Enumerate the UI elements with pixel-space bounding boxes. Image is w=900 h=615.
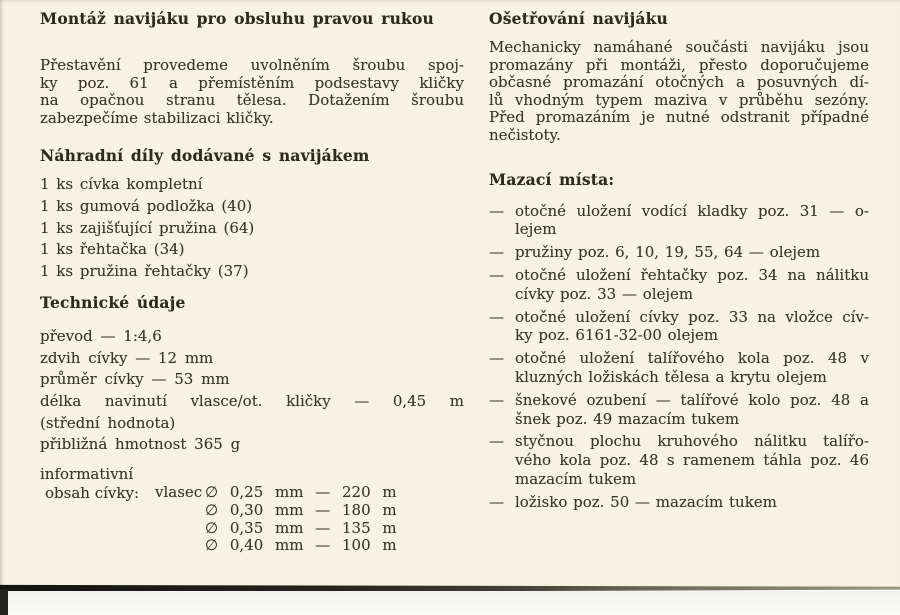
spec-line: zdvih cívky — 12 mm xyxy=(40,348,214,367)
item-line: otočné uložení talířového kola poz. 48 v xyxy=(515,349,869,368)
paragraph-line: Přestavění provedeme uvolněním šroubu spoj- xyxy=(40,56,464,74)
line-type-label: vlasec xyxy=(155,482,203,501)
item-line: šnek poz. 49 mazacím tukem xyxy=(515,409,740,428)
technical-specs-list xyxy=(40,326,464,456)
paragraph-line: nečistoty. xyxy=(489,125,561,144)
list-item xyxy=(489,391,869,429)
paragraph-line: ky poz. 61 a přemístěním podsestavy kličky xyxy=(40,73,464,92)
spec-line: převod — 1:4,6 xyxy=(40,326,162,345)
item-line: šnekové ozubení — talířové kolo poz. 48 a xyxy=(515,390,869,409)
item-line: kluzných ložiskách tělesa a krytu olejem xyxy=(515,367,827,386)
dash-bullet: — xyxy=(489,307,504,326)
left-column xyxy=(40,9,464,555)
page-corner-shadow xyxy=(0,589,8,615)
spare-parts-list xyxy=(40,174,464,283)
heading-technical-data: Technické údaje xyxy=(40,292,186,312)
dash-bullet: — xyxy=(489,243,504,262)
list-item: 1 ks pružina řehtačky (37) xyxy=(40,262,249,281)
item-line: styčnou plochu kruhového nálitku talířo- xyxy=(515,432,869,451)
lubrication-points-list xyxy=(489,202,869,512)
spool-row: ∅ 0,35 mm — 135 m xyxy=(205,518,397,537)
list-item xyxy=(489,266,869,304)
list-item: 1 ks cívka kompletní xyxy=(40,175,203,194)
item-line: ky poz. 6161-32-00 olejem xyxy=(515,326,719,345)
list-item xyxy=(489,432,869,488)
list-item: 1 ks řehtačka (34) xyxy=(40,240,185,259)
paragraph-care xyxy=(489,39,869,145)
heading-assembly: Montáž navijáku pro obsluhu pravou rukou xyxy=(40,9,435,28)
spec-line: přibližná hmotnost 365 g xyxy=(40,435,241,454)
list-item xyxy=(489,349,869,387)
heading-care: Ošetřování navijáku xyxy=(489,9,669,28)
dash-bullet: — xyxy=(489,349,504,368)
spool-row: ∅ 0,30 mm — 180 m xyxy=(205,500,397,519)
paragraph-line: na opačnou stranu tělesa. Dotažením šroubu xyxy=(40,91,464,110)
spool-capacity-table xyxy=(40,484,464,555)
right-column xyxy=(489,9,869,516)
heading-spare-parts: Náhradní díly dodávané s navijákem xyxy=(40,146,370,166)
dash-bullet: — xyxy=(489,492,504,511)
spec-line: délka navinutí vlasce/ot. kličky — 0,45 m xyxy=(40,392,464,410)
paragraph-line: promazány při montáži, přesto doporučujeme xyxy=(489,55,869,74)
heading-lubrication-points: Mazací místa: xyxy=(489,169,615,189)
spool-capacity-label: informativní xyxy=(40,465,134,484)
list-item: 1 ks zajišťující pružina (64) xyxy=(40,218,255,237)
list-item xyxy=(489,243,869,262)
list-item xyxy=(489,308,869,346)
paragraph-line: Mechanicky namáhané součásti navijáku jsou xyxy=(489,38,869,56)
paragraph-line: občasné promazání otočných a posuvných dí- xyxy=(489,73,869,92)
spool-row-value: ∅ 0,25 mm — 220 m xyxy=(205,482,397,501)
item-line: otočné uložení cívky poz. 33 na vložce cív- xyxy=(515,307,869,326)
spool-row: ∅ 0,40 mm — 100 m xyxy=(205,536,397,555)
paragraph-line: zabezpečíme stabilizaci kličky. xyxy=(40,108,274,127)
list-item: 1 ks gumová podložka (40) xyxy=(40,197,253,216)
dash-bullet: — xyxy=(489,201,504,220)
spool-row xyxy=(155,484,397,502)
item-line: ložisko poz. 50 — mazacím tukem xyxy=(515,492,777,511)
dash-bullet: — xyxy=(489,390,504,409)
item-line: otočné uložení vodící kladky poz. 31 — o- xyxy=(515,201,869,220)
item-line: pružiny poz. 6, 10, 19, 55, 64 — olejem xyxy=(515,243,821,262)
item-line: otočné uložení řehtačky poz. 34 na nálitku xyxy=(515,265,869,284)
list-item xyxy=(489,493,869,512)
item-line: vého kola poz. 48 s ramenem táhla poz. 46 xyxy=(515,451,869,470)
scanner-background xyxy=(0,591,900,615)
dash-bullet: — xyxy=(489,265,504,284)
spool-capacity-label: obsah cívky: xyxy=(45,483,139,502)
paragraph-line: Před promazáním je nutné odstranit případné xyxy=(489,108,869,127)
item-line: cívky poz. 33 — olejem xyxy=(515,284,694,303)
spool-capacity-rows xyxy=(155,484,397,555)
spool-capacity-block xyxy=(40,466,464,555)
list-item xyxy=(489,202,869,240)
item-line: mazacím tukem xyxy=(515,469,637,488)
paragraph-line: lů vhodným typem maziva v průběhu sezóny. xyxy=(489,90,869,109)
spec-line: průměr cívky — 53 mm xyxy=(40,370,230,389)
spec-line: (střední hodnota) xyxy=(40,413,176,432)
paragraph-assembly xyxy=(40,57,464,127)
dash-bullet: — xyxy=(489,432,504,451)
item-line: lejem xyxy=(515,220,557,239)
